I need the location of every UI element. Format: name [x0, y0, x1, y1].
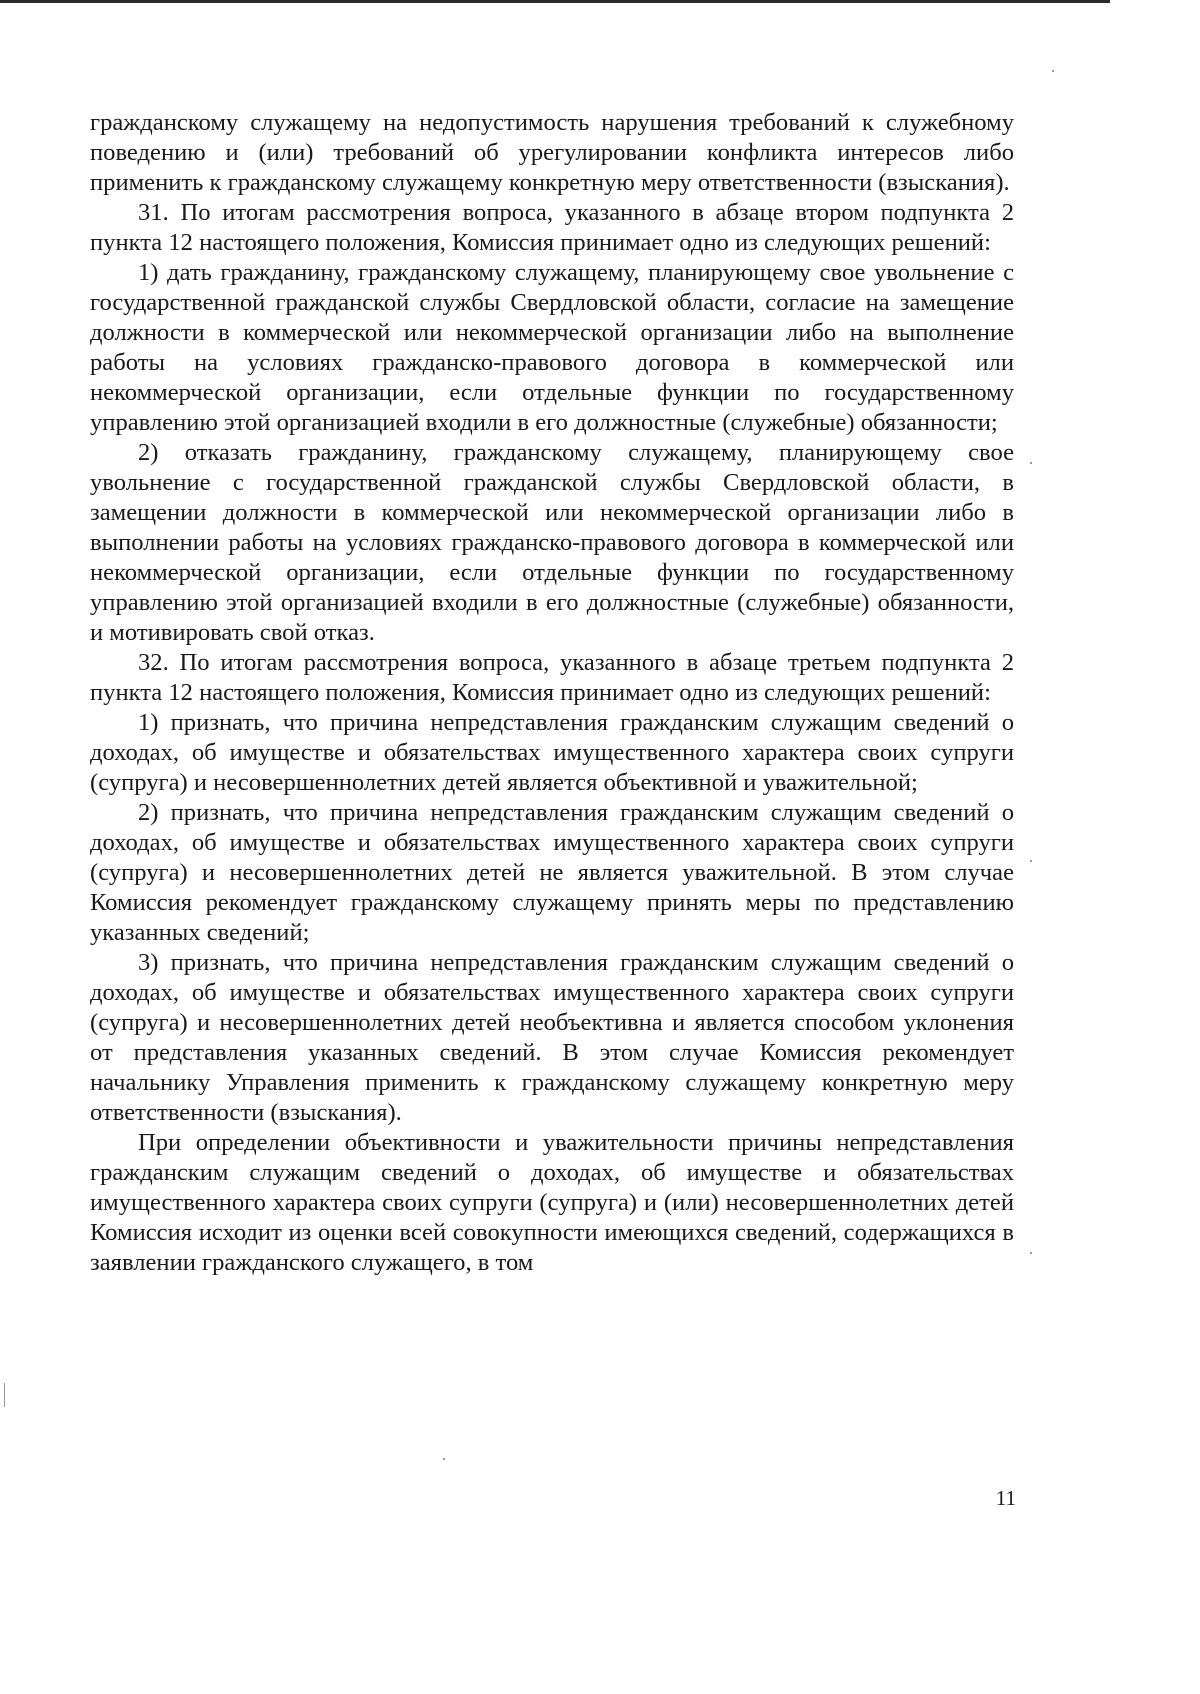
scan-margin-mark: [4, 1383, 5, 1407]
paragraph-item-31: 31. По итогам рассмотрения вопроса, указанного в абзаце втором подпункта 2 пункта 12 настоящего положения, Комиссия принимает одно из следующих решений:: [90, 199, 1014, 256]
paragraph-assessment: При определении объективности и уважительности причины непредставления гражданским служащим сведений о доходах, об имуществе и обязательствах имущественного характера своих супруги (супруга) и (или) несовершеннолетних детей Комиссия исходит из оценки всей совокупности имеющихся сведений, содержащихся в заявлении гражданского служащего, в том: [90, 1129, 1014, 1276]
paragraph-continuation: гражданскому служащему на недопустимость нарушения требований к служебному поведению и (или) требований об урегулировании конфликта интересов либо применить к гражданскому служащему конкретную меру ответственности (взыскания).: [90, 109, 1014, 196]
paragraph-item-32-subitem-1: 1) признать, что причина непредставления гражданским служащим сведений о доходах, об имуществе и обязательствах имущественного характера своих супруги (супруга) и несовершеннолетних детей является объективной и уважительной;: [90, 709, 1014, 796]
paragraph-item-32-subitem-2: 2) признать, что причина непредставления гражданским служащим сведений о доходах, об имуществе и обязательствах имущественного характера своих супруги (супруга) и несовершеннолетних детей не является уважительной. В этом случае Комиссия рекомендует гражданскому служащему принять меры по представлению указанных сведений;: [90, 799, 1014, 946]
paragraph-item-32-subitem-3: 3) признать, что причина непредставления гражданским служащим сведений о доходах, об имуществе и обязательствах имущественного характера своих супруги (супруга) и несовершеннолетних детей необъективна и является способом уклонения от представления указанных сведений. В этом случае Комиссия рекомендует начальнику Управления применить к гражданскому служащему конкретную меру ответственности (взыскания).: [90, 949, 1014, 1126]
paragraph-item-32: 32. По итогам рассмотрения вопроса, указанного в абзаце третьем подпункта 2 пункта 12 настоящего положения, Комиссия принимает одно из следующих решений:: [90, 649, 1014, 706]
scan-speck: [443, 1458, 445, 1460]
page-number: 11: [995, 1486, 1016, 1510]
paragraph-item-31-subitem-2: 2) отказать гражданину, гражданскому служащему, планирующему свое увольнение с государственной гражданской службы Свердловской области, в замещении должности в коммерческой или некоммерческой организации либо в выполнении работы на условиях гражданско-правового договора в коммерческой или некоммерческой организации, если отдельные функции по государственному управлению этой организацией входили в его должностные (служебные) обязанности, и мотивировать свой отказ.: [90, 439, 1014, 646]
paragraph-item-31-subitem-1: 1) дать гражданину, гражданскому служащему, планирующему свое увольнение с государственной гражданской службы Свердловской области, согласие на замещение должности в коммерческой или некоммерческой организации либо на выполнение работы на условиях гражданско-правового договора в коммерческой или некоммерческой организации, если отдельные функции по государственному управлению этой организацией входили в его должностные (служебные) обязанности;: [90, 259, 1014, 436]
scan-speck: [1030, 462, 1032, 464]
scan-speck: [1030, 860, 1032, 862]
scan-speck: [1052, 70, 1054, 72]
document-body: [90, 108, 1014, 1278]
scan-top-border: [0, 0, 1110, 3]
scan-speck: [1030, 1252, 1032, 1254]
